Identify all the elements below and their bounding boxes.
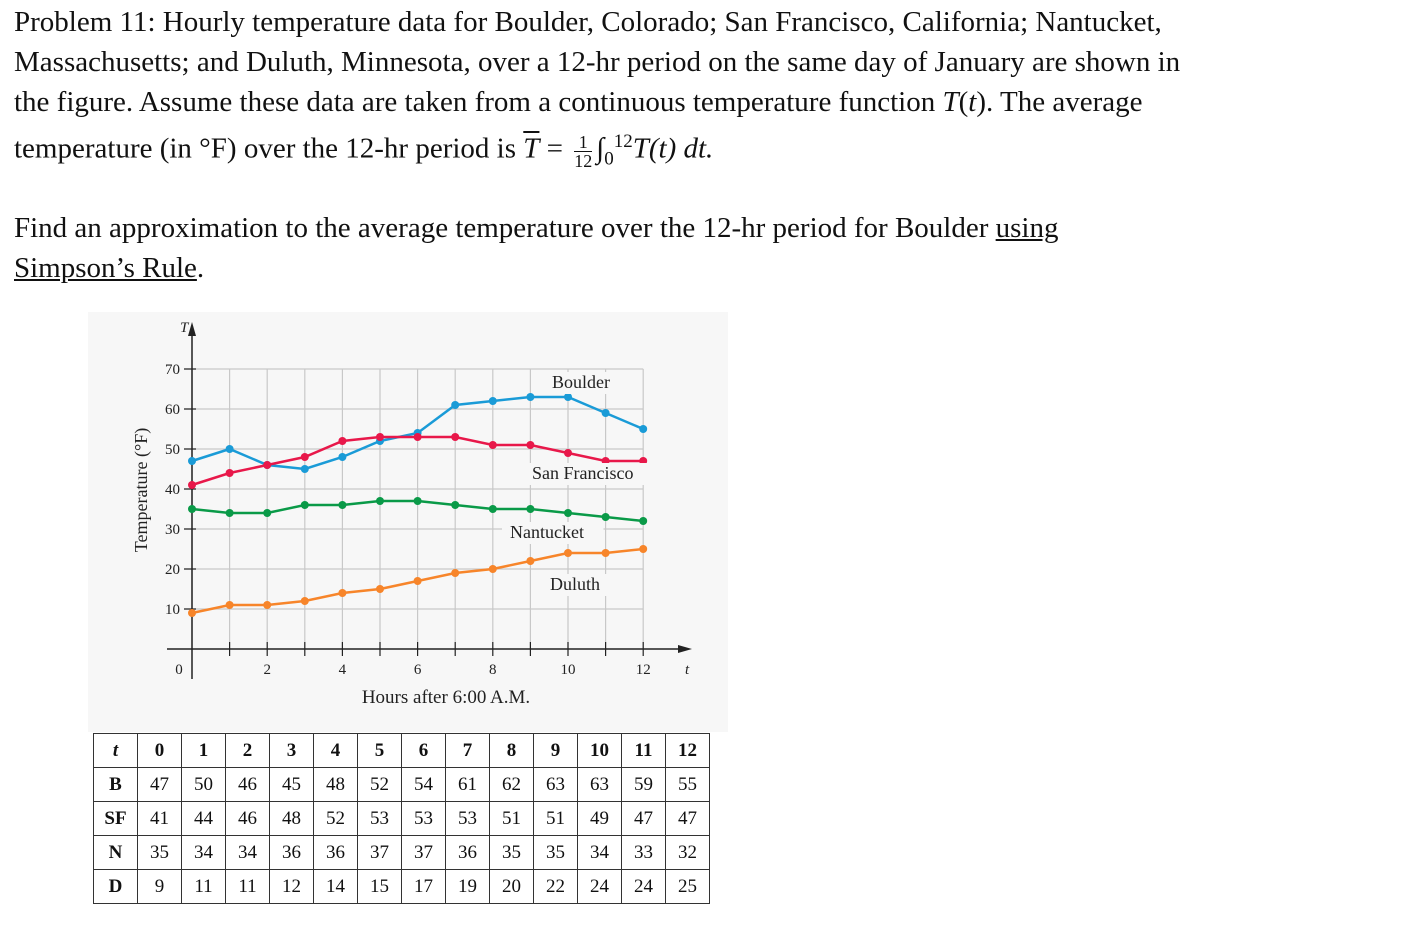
table-cell: 0 <box>138 734 182 768</box>
table-cell: 12 <box>666 734 710 768</box>
table-cell: 15 <box>358 870 402 904</box>
table-cell: 53 <box>402 802 446 836</box>
table-cell: 6 <box>402 734 446 768</box>
table-cell: 36 <box>270 836 314 870</box>
data-point <box>338 501 346 509</box>
data-point <box>414 433 422 441</box>
table-cell: 11 <box>182 870 226 904</box>
data-point <box>188 609 196 617</box>
data-point <box>301 501 309 509</box>
table-cell: 33 <box>622 836 666 870</box>
data-point <box>526 393 534 401</box>
data-point <box>639 425 647 433</box>
data-point <box>564 449 572 457</box>
data-point <box>376 585 384 593</box>
table-cell: 12 <box>270 870 314 904</box>
upper-limit: 12 <box>613 131 633 152</box>
table-cell: 63 <box>534 768 578 802</box>
table-cell: 3 <box>270 734 314 768</box>
table-cell: 37 <box>402 836 446 870</box>
data-point <box>451 433 459 441</box>
t-bar: $\overline{T}$ <box>523 132 540 165</box>
integrand: T(t) dt. <box>632 132 714 165</box>
data-point <box>226 469 234 477</box>
y-axis-label: Temperature (°F) <box>131 427 151 553</box>
row-label: D <box>94 870 138 904</box>
table-cell: 47 <box>138 768 182 802</box>
paren: ( <box>958 86 969 118</box>
y-tick-label: 10 <box>165 602 180 618</box>
data-point <box>489 397 497 405</box>
x-tick-label: 0 <box>175 662 183 678</box>
table-cell: 36 <box>314 836 358 870</box>
data-point <box>451 501 459 509</box>
data-point <box>263 601 271 609</box>
table-cell: 50 <box>182 768 226 802</box>
table-cell: 55 <box>666 768 710 802</box>
table-cell: 7 <box>446 734 490 768</box>
table-row <box>94 768 710 802</box>
x-axis-symbol: t <box>685 662 690 678</box>
problem-line-3 <box>14 82 1142 122</box>
underlined-text: Simpson’s Rule <box>14 252 197 284</box>
problem-line-1: Problem 11: Hourly temperature data for Boulder, Colorado; San Francisco, California; Nantucket, <box>14 6 1162 38</box>
text: ). The average <box>976 86 1143 118</box>
data-point <box>188 457 196 465</box>
table-cell: 1 <box>182 734 226 768</box>
table-cell: 2 <box>226 734 270 768</box>
series-label: Nantucket <box>510 522 584 542</box>
data-point <box>526 557 534 565</box>
data-point <box>489 505 497 513</box>
table-cell: 24 <box>622 870 666 904</box>
table-cell: 9 <box>534 734 578 768</box>
table-cell: 52 <box>314 802 358 836</box>
data-point <box>639 517 647 525</box>
table-cell: 8 <box>490 734 534 768</box>
x-tick-label: 4 <box>338 662 347 678</box>
data-point <box>376 433 384 441</box>
table-cell: 22 <box>534 870 578 904</box>
y-tick-label: 30 <box>165 522 180 538</box>
y-axis-arrow <box>188 322 196 336</box>
denominator: 12 <box>574 150 593 171</box>
data-point <box>489 565 497 573</box>
temperature-table <box>93 733 710 904</box>
row-label: SF <box>94 802 138 836</box>
x-tick-label: 8 <box>489 662 497 678</box>
data-point <box>564 509 572 517</box>
table-cell: 34 <box>182 836 226 870</box>
table-cell: 24 <box>578 870 622 904</box>
equals: = <box>539 132 571 165</box>
y-tick-label: 70 <box>165 362 180 378</box>
table-cell: 61 <box>446 768 490 802</box>
table-cell: 35 <box>138 836 182 870</box>
data-point <box>338 437 346 445</box>
period: . <box>196 252 205 284</box>
data-point <box>301 453 309 461</box>
table-cell: 36 <box>446 836 490 870</box>
table-cell: 53 <box>358 802 402 836</box>
table-cell: 46 <box>226 768 270 802</box>
data-point <box>226 509 234 517</box>
x-axis-label: Hours after 6:00 A.M. <box>361 687 531 708</box>
y-tick-label: 20 <box>165 562 180 578</box>
table-cell: 32 <box>666 836 710 870</box>
x-tick-label: 10 <box>560 662 576 678</box>
y-axis-symbol: T <box>180 320 189 336</box>
table-cell: 62 <box>490 768 534 802</box>
lower-limit: 0 <box>604 148 614 170</box>
data-point <box>564 393 572 401</box>
question-line-1 <box>14 208 1058 248</box>
table-cell: 9 <box>138 870 182 904</box>
series-label: Boulder <box>552 372 610 392</box>
table-cell: 46 <box>226 802 270 836</box>
data-point <box>226 445 234 453</box>
data-point <box>301 597 309 605</box>
table-cell: 10 <box>578 734 622 768</box>
data-point <box>602 409 610 417</box>
data-point <box>263 461 271 469</box>
table-cell: 34 <box>578 836 622 870</box>
data-point <box>414 497 422 505</box>
temperature-chart <box>88 312 728 732</box>
row-label: t <box>94 734 138 768</box>
data-point <box>263 509 271 517</box>
table-cell: 63 <box>578 768 622 802</box>
data-point <box>526 441 534 449</box>
table-cell: 19 <box>446 870 490 904</box>
data-point <box>226 601 234 609</box>
data-point <box>301 465 309 473</box>
data-point <box>602 513 610 521</box>
table-cell: 47 <box>666 802 710 836</box>
x-axis-arrow <box>678 645 692 653</box>
table-cell: 41 <box>138 802 182 836</box>
data-point <box>451 569 459 577</box>
underlined-text: using <box>995 212 1059 244</box>
data-point <box>602 549 610 557</box>
table-cell: 35 <box>534 836 578 870</box>
data-point <box>489 441 497 449</box>
text: Find an approximation to the average temperature over the 12-hr period for Boulder <box>14 212 996 244</box>
table-cell: 48 <box>314 768 358 802</box>
data-point <box>414 577 422 585</box>
table-cell: 49 <box>578 802 622 836</box>
problem-line-2: Massachusetts; and Duluth, Minnesota, over a 12-hr period on the same day of January are shown in <box>14 46 1181 78</box>
table-cell: 4 <box>314 734 358 768</box>
y-tick-label: 40 <box>165 482 180 498</box>
text: the figure. Assume these data are taken from a continuous temperature function <box>14 86 943 118</box>
data-point <box>188 481 196 489</box>
y-tick-label: 50 <box>165 442 180 458</box>
x-tick-label: 6 <box>413 662 422 678</box>
x-tick-label: 2 <box>263 662 271 678</box>
table-cell: 47 <box>622 802 666 836</box>
table-cell: 14 <box>314 870 358 904</box>
table-row <box>94 836 710 870</box>
table-cell: 11 <box>622 734 666 768</box>
var-t: t <box>968 86 977 118</box>
data-point <box>639 545 647 553</box>
question-line-2 <box>14 248 204 288</box>
row-label: B <box>94 768 138 802</box>
table-cell: 51 <box>490 802 534 836</box>
table-cell: 53 <box>446 802 490 836</box>
table-cell: 45 <box>270 768 314 802</box>
table-cell: 37 <box>358 836 402 870</box>
y-tick-label: 60 <box>165 402 180 418</box>
table-cell: 44 <box>182 802 226 836</box>
data-point <box>526 505 534 513</box>
series-label: Duluth <box>550 574 601 594</box>
data-point <box>338 589 346 597</box>
integral-sign: ∫ <box>596 132 605 165</box>
fraction <box>574 133 592 170</box>
table-cell: 17 <box>402 870 446 904</box>
table-cell: 35 <box>490 836 534 870</box>
var-T: T <box>942 86 959 118</box>
data-point <box>564 549 572 557</box>
table-cell: 48 <box>270 802 314 836</box>
numerator: 1 <box>574 133 592 152</box>
table-cell: 51 <box>534 802 578 836</box>
table-cell: 54 <box>402 768 446 802</box>
series-label: San Francisco <box>532 463 634 483</box>
data-point <box>188 505 196 513</box>
table-cell: 11 <box>226 870 270 904</box>
table-header-row <box>94 734 710 768</box>
table-cell: 59 <box>622 768 666 802</box>
row-label: N <box>94 836 138 870</box>
text: temperature (in °F) over the 12-hr period is <box>14 132 524 165</box>
table-row <box>94 870 710 904</box>
table-cell: 34 <box>226 836 270 870</box>
table-cell: 5 <box>358 734 402 768</box>
problem-line-4 <box>14 122 713 179</box>
table-row <box>94 802 710 836</box>
x-tick-label: 12 <box>635 662 651 678</box>
data-point <box>451 401 459 409</box>
table-cell: 25 <box>666 870 710 904</box>
data-point <box>376 497 384 505</box>
table-cell: 52 <box>358 768 402 802</box>
table-cell: 20 <box>490 870 534 904</box>
data-point <box>338 453 346 461</box>
